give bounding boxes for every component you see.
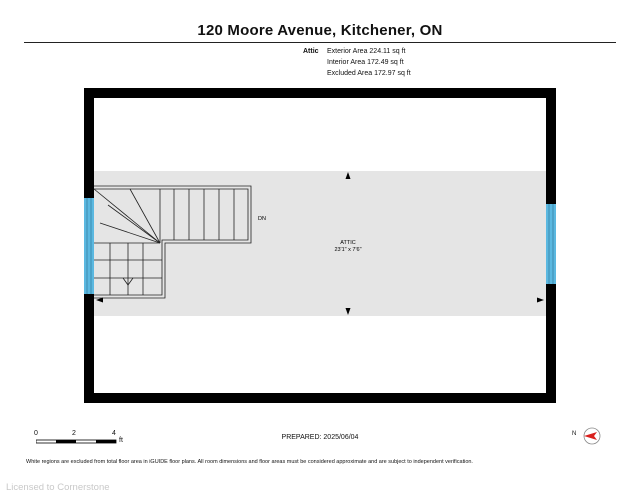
compass-north-label: N	[572, 431, 577, 437]
interior-area: Interior Area 172.49 sq ft	[327, 59, 404, 66]
level-name: Attic	[303, 48, 319, 55]
room-name: ATTIC	[340, 240, 356, 246]
window-right	[546, 204, 556, 284]
stairs-down-label: DN	[258, 216, 266, 222]
license-watermark: Licensed to Cornerstone	[6, 482, 110, 493]
scale-label-4: 4	[112, 430, 116, 437]
scale-label-2: 2	[72, 430, 76, 437]
plan-title: 120 Moore Avenue, Kitchener, ON	[197, 22, 443, 39]
prepared-date: PREPARED: 2025/06/04	[281, 434, 359, 441]
scale-label-0: 0	[34, 430, 38, 437]
compass-icon	[579, 426, 605, 446]
excluded-area: Excluded Area 172.97 sq ft	[327, 70, 411, 77]
compass	[572, 426, 606, 446]
room-dimensions: 23'1" x 7'6"	[334, 247, 362, 253]
scale-unit: ft	[119, 437, 123, 444]
disclaimer-note: White regions are excluded from total floor area in iGUIDE floor plans. All room dimensions and floor areas must be considered approximate and are subject to independent verification.	[26, 459, 473, 465]
window-left	[84, 198, 94, 294]
exterior-area: Exterior Area 224.11 sq ft	[327, 48, 406, 55]
